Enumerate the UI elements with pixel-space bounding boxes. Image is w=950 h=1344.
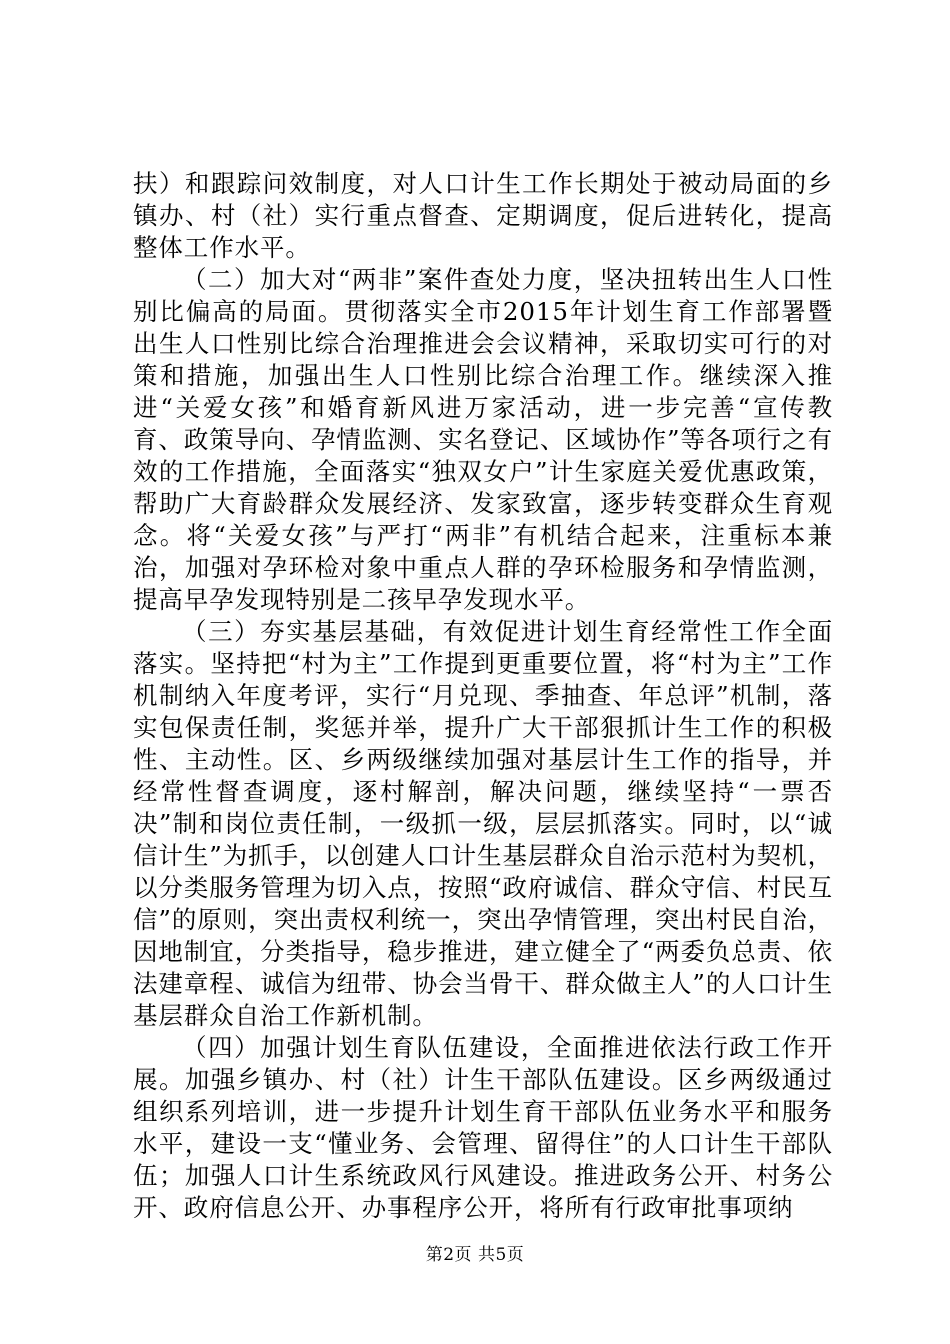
paragraph-section-3: （三）夯实基层基础，有效促进计划生育经常性工作全面落实。坚持把“村为主”工作提到更重要位置，将“村为主”工作机制纳入年度考评，实行“月兑现、季抽查、年总评”机制，落实包保责任制，奖惩并举，提升广大干部狠抓计生工作的积极性、主动性。区、乡两级继续加强对基层计生工作的指导，并经常性督查调度，逐村解剖，解决问题，继续坚持“一票否决”制和岗位责任制，一级抓一级，层层抓落实。同时，以“诚信计生”为抓手，以创建人口计生基层群众自治示范村为契机，以分类服务管理为切入点，按照“政府诚信、群众守信、村民互信”的原则，突出责权利统一，突出孕情管理，突出村民自治，因地制宜，分类指导，稳步推进，建立健全了“两委负总责、依法建章程、诚信为纽带、协会当骨干、群众做主人”的人口计生基层群众自治工作新机制。 [133, 617, 833, 1030]
paragraph-continuation: 扶）和跟踪问效制度，对人口计生工作长期处于被动局面的乡镇办、村（社）实行重点督查、定期调度，促后进转化，提高整体工作水平。 [133, 169, 833, 262]
document-body [133, 168, 833, 1224]
paragraph-section-4: （四）加强计划生育队伍建设，全面推进依法行政工作开展。加强乡镇办、村（社）计生干部队伍建设。区乡两级通过组织系列培训，进一步提升计划生育干部队伍业务水平和服务水平，建设一支“懂业务、会管理、留得住”的人口计生干部队伍；加强人口计生系统政风行风建设。推进政务公开、村务公开、政府信息公开、办事程序公开，将所有行政审批事项纳 [133, 1033, 833, 1222]
paragraph-section-2: （二）加大对“两非”案件查处力度，坚决扭转出生人口性别比偏高的局面。贯彻落实全市2015年计划生育工作部署暨出生人口性别比综合治理推进会会议精神，采取切实可行的对策和措施，加强出生人口性别比综合治理工作。继续深入推进“关爱女孩”和婚育新风进万家活动，进一步完善“宣传教育、政策导向、孕情监测、实名登记、区域协作”等各项行之有效的工作措施，全面落实“独双女户”计生家庭关爱优惠政策，帮助广大育龄群众发展经济、发家致富，逐步转变群众生育观念。将“关爱女孩”与严打“两非”有机结合起来，注重标本兼治，加强对孕环检对象中重点人群的孕环检服务和孕情监测，提高早孕发现特别是二孩早孕发现水平。 [133, 265, 833, 614]
page-number-footer: 第2页 共5页 [425, 1245, 525, 1265]
